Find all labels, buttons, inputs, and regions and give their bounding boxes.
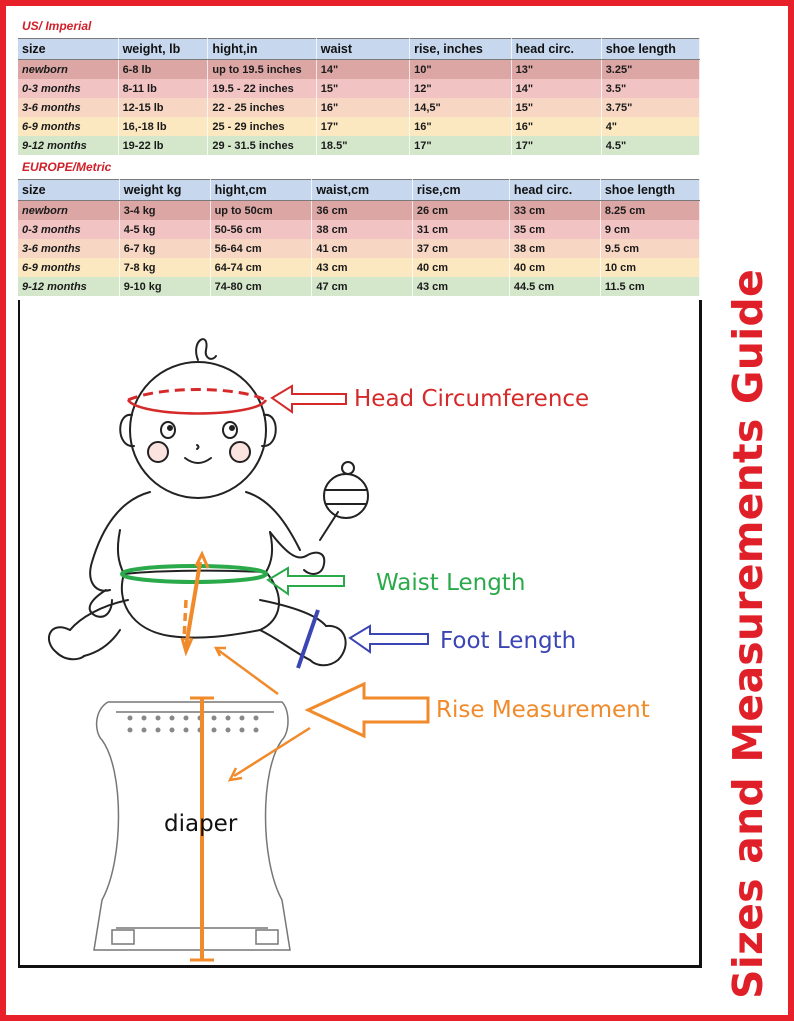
rise-measurement-marks bbox=[182, 554, 428, 960]
table-cell: 50-56 cm bbox=[210, 220, 312, 239]
table-cell: 14" bbox=[316, 60, 409, 80]
table-cell: 26 cm bbox=[412, 201, 509, 221]
table-cell: 4-5 kg bbox=[119, 220, 210, 239]
diaper-label: diaper bbox=[164, 811, 238, 837]
table-cell: 19.5 - 22 inches bbox=[208, 79, 316, 98]
us-size-table bbox=[18, 38, 700, 155]
table-cell: 16" bbox=[410, 117, 512, 136]
table-cell: 17" bbox=[511, 136, 601, 155]
table-cell: 44.5 cm bbox=[509, 277, 600, 296]
table-cell: 38 cm bbox=[509, 239, 600, 258]
table-cell: 38 cm bbox=[312, 220, 413, 239]
table-cell: 16" bbox=[511, 117, 601, 136]
column-header: waist,cm bbox=[312, 180, 413, 201]
table-row bbox=[18, 277, 700, 296]
column-header: weight, lb bbox=[118, 39, 208, 60]
table-header-row bbox=[18, 39, 700, 60]
table-cell: 9.5 cm bbox=[600, 239, 699, 258]
table-cell: 17" bbox=[410, 136, 512, 155]
size-cell: 0-3 months bbox=[18, 220, 119, 239]
table-cell: 22 - 25 inches bbox=[208, 98, 316, 117]
table-cell: 3.5" bbox=[601, 79, 699, 98]
size-cell: newborn bbox=[18, 60, 118, 80]
table-cell: 33 cm bbox=[509, 201, 600, 221]
table-cell: 36 cm bbox=[312, 201, 413, 221]
size-cell: 3-6 months bbox=[18, 98, 118, 117]
table-cell: 10" bbox=[410, 60, 512, 80]
column-header: shoe length bbox=[600, 180, 699, 201]
table-cell: 3.75" bbox=[601, 98, 699, 117]
table-cell: 8.25 cm bbox=[600, 201, 699, 221]
us-table-label: US/ Imperial bbox=[22, 19, 92, 33]
table-row bbox=[18, 117, 700, 136]
table-cell: 6-7 kg bbox=[119, 239, 210, 258]
table-row bbox=[18, 258, 700, 277]
table-cell: 3.25" bbox=[601, 60, 699, 80]
table-cell: 56-64 cm bbox=[210, 239, 312, 258]
table-cell: 35 cm bbox=[509, 220, 600, 239]
table-cell: 40 cm bbox=[412, 258, 509, 277]
table-cell: 64-74 cm bbox=[210, 258, 312, 277]
table-cell: 29 - 31.5 inches bbox=[208, 136, 316, 155]
rise-measurement-label: Rise Measurement bbox=[436, 697, 650, 723]
column-header: size bbox=[18, 39, 118, 60]
column-header: waist bbox=[316, 39, 409, 60]
eu-table-label: EUROPE/Metric bbox=[22, 160, 112, 174]
table-cell: 13" bbox=[511, 60, 601, 80]
size-cell: 3-6 months bbox=[18, 239, 119, 258]
size-cell: newborn bbox=[18, 201, 119, 221]
size-cell: 9-12 months bbox=[18, 136, 118, 155]
waist-length-label: Waist Length bbox=[376, 570, 526, 596]
table-cell: 11.5 cm bbox=[600, 277, 699, 296]
table-cell: 7-8 kg bbox=[119, 258, 210, 277]
table-cell: up to 50cm bbox=[210, 201, 312, 221]
table-cell: 19-22 lb bbox=[118, 136, 208, 155]
table-cell: 18.5" bbox=[316, 136, 409, 155]
table-cell: 37 cm bbox=[412, 239, 509, 258]
column-header: head circ. bbox=[511, 39, 601, 60]
size-cell: 0-3 months bbox=[18, 79, 118, 98]
table-cell: 9-10 kg bbox=[119, 277, 210, 296]
size-cell: 6-9 months bbox=[18, 258, 119, 277]
table-header-row bbox=[18, 180, 700, 201]
table-cell: 43 cm bbox=[312, 258, 413, 277]
column-header: size bbox=[18, 180, 119, 201]
table-cell: 14,5" bbox=[410, 98, 512, 117]
table-cell: 4" bbox=[601, 117, 699, 136]
table-cell: 47 cm bbox=[312, 277, 413, 296]
column-header: rise,cm bbox=[412, 180, 509, 201]
table-cell: up to 19.5 inches bbox=[208, 60, 316, 80]
column-header: weight kg bbox=[119, 180, 210, 201]
table-cell: 31 cm bbox=[412, 220, 509, 239]
table-row bbox=[18, 220, 700, 239]
table-cell: 25 - 29 inches bbox=[208, 117, 316, 136]
table-cell: 10 cm bbox=[600, 258, 699, 277]
size-cell: 6-9 months bbox=[18, 117, 118, 136]
side-title-area bbox=[706, 269, 790, 999]
table-cell: 40 cm bbox=[509, 258, 600, 277]
table-row bbox=[18, 136, 700, 155]
baby-drawing bbox=[49, 339, 368, 665]
table-cell: 12-15 lb bbox=[118, 98, 208, 117]
head-circumference-label: Head Circumference bbox=[354, 386, 590, 412]
table-cell: 6-8 lb bbox=[118, 60, 208, 80]
table-cell: 43 cm bbox=[412, 277, 509, 296]
size-cell: 9-12 months bbox=[18, 277, 119, 296]
baby-measurement-illustration bbox=[20, 300, 700, 965]
table-row bbox=[18, 60, 700, 80]
table-cell: 14" bbox=[511, 79, 601, 98]
table-cell: 15" bbox=[316, 79, 409, 98]
head-measurement-marks bbox=[128, 386, 346, 414]
page-title: Sizes and Measurements Guide bbox=[724, 269, 772, 999]
table-row bbox=[18, 201, 700, 221]
table-cell: 15" bbox=[511, 98, 601, 117]
column-header: hight,in bbox=[208, 39, 316, 60]
table-cell: 3-4 kg bbox=[119, 201, 210, 221]
eu-size-table bbox=[18, 179, 700, 296]
diaper-snaps bbox=[128, 716, 259, 733]
table-cell: 16" bbox=[316, 98, 409, 117]
table-cell: 12" bbox=[410, 79, 512, 98]
table-cell: 74-80 cm bbox=[210, 277, 312, 296]
table-cell: 17" bbox=[316, 117, 409, 136]
column-header: head circ. bbox=[509, 180, 600, 201]
table-row bbox=[18, 98, 700, 117]
column-header: rise, inches bbox=[410, 39, 512, 60]
table-cell: 9 cm bbox=[600, 220, 699, 239]
foot-length-label: Foot Length bbox=[440, 628, 577, 654]
column-header: hight,cm bbox=[210, 180, 312, 201]
table-cell: 41 cm bbox=[312, 239, 413, 258]
column-header: shoe length bbox=[601, 39, 699, 60]
table-row bbox=[18, 239, 700, 258]
table-row bbox=[18, 79, 700, 98]
table-cell: 16,-18 lb bbox=[118, 117, 208, 136]
table-cell: 8-11 lb bbox=[118, 79, 208, 98]
table-cell: 4.5" bbox=[601, 136, 699, 155]
